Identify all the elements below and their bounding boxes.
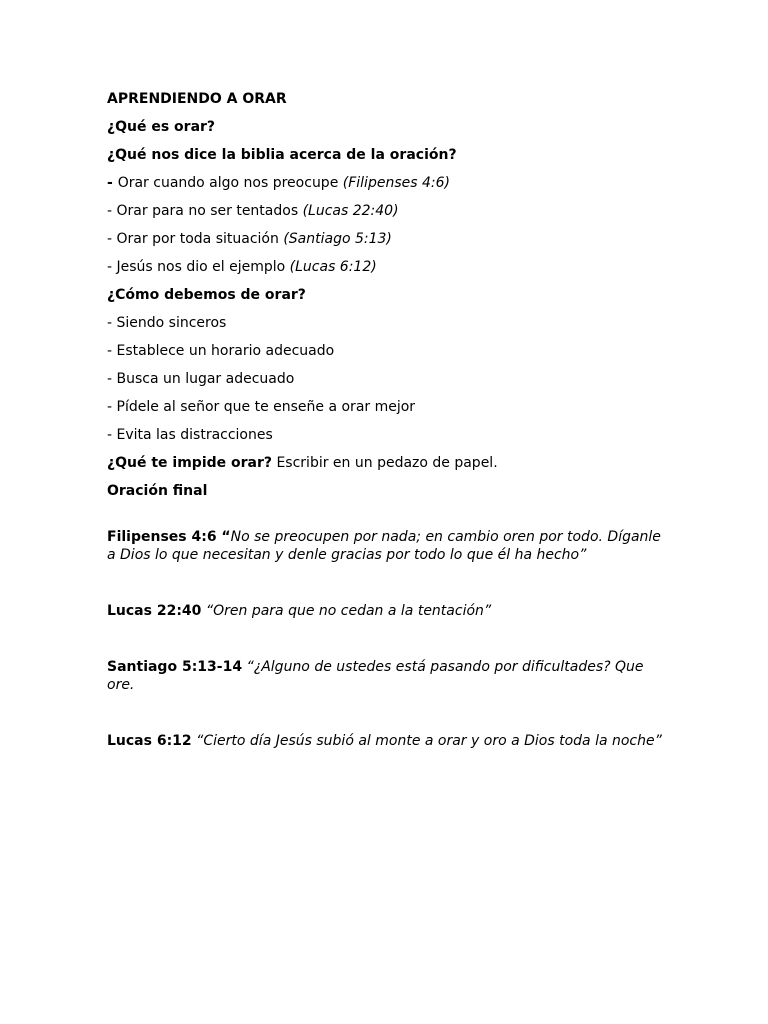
question-how-to-pray: ¿Cómo debemos de orar? — [107, 287, 306, 303]
question-what-is-prayer: ¿Qué es orar? — [107, 119, 216, 135]
verse-lucas-22: Lucas 22:40 “Oren para que no cedan a la tentación” — [107, 603, 492, 619]
list-item: - Pídele al señor que te enseñe a orar mejor — [107, 399, 416, 415]
list-item: - Establece un horario adecuado — [107, 343, 335, 359]
closing-prayer-heading: Oración final — [107, 483, 208, 499]
question-what-prevents: ¿Qué te impide orar? Escribir en un pedazo de papel. — [107, 455, 498, 471]
verse-santiago: Santiago 5:13-14 “¿Alguno de ustedes está pasando por dificultades? Que ore. — [107, 659, 644, 693]
list-item: - Orar por toda situación (Santiago 5:13) — [107, 231, 392, 247]
verse-filipenses: Filipenses 4:6 “No se preocupen por nada; en cambio oren por todo. Díganle a Dios lo que necesitan y denle gracias por todo lo que él ha hecho” — [107, 529, 661, 563]
list-item: - Jesús nos dio el ejemplo (Lucas 6:12) — [107, 259, 377, 275]
list-item: - Evita las distracciones — [107, 427, 273, 443]
list-item: - Siendo sinceros — [107, 315, 227, 331]
verse-lucas-6: Lucas 6:12 “Cierto día Jesús subió al monte a orar y oro a Dios toda la noche” — [107, 733, 662, 749]
document-page — [107, 90, 667, 760]
question-bible-says: ¿Qué nos dice la biblia acerca de la oración? — [107, 147, 457, 163]
list-item: - Orar cuando algo nos preocupe (Filipenses 4:6) — [107, 175, 450, 191]
list-item: - Orar para no ser tentados (Lucas 22:40) — [107, 203, 399, 219]
list-item: - Busca un lugar adecuado — [107, 371, 295, 387]
document-title: APRENDIENDO A ORAR — [107, 91, 287, 107]
